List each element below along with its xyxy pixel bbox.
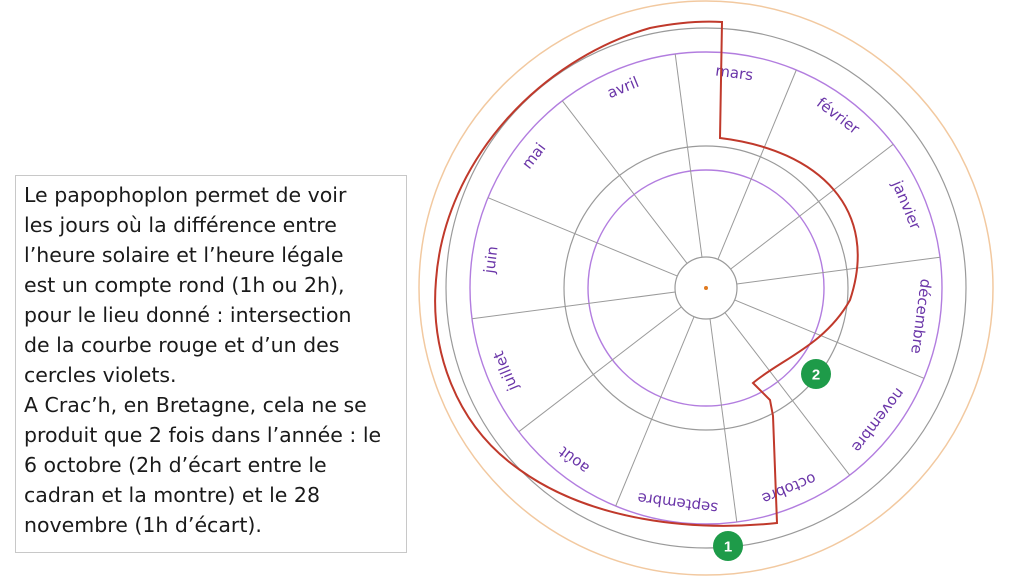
explanation-line: A Crac’h, en Bretagne, cela ne se <box>24 393 367 417</box>
month-divider <box>562 101 687 264</box>
month-label: octobre <box>759 469 819 508</box>
explanation-line: cadran et la montre) et le 28 <box>24 483 321 507</box>
month-label: décembre <box>907 277 935 355</box>
month-divider <box>519 307 682 432</box>
explanation-line: pour le lieu donné : intersection <box>24 303 352 327</box>
month-label: août <box>555 442 593 478</box>
marker-1 <box>713 531 743 561</box>
explanation-line: de la courbe rouge et d’un des <box>24 333 340 357</box>
month-label: avril <box>604 72 642 103</box>
month-divider <box>488 198 677 276</box>
month-divider <box>718 70 796 259</box>
month-labels <box>480 62 935 518</box>
month-divider <box>737 257 940 284</box>
explanation-line: Le papophoplon permet de voir <box>24 183 347 207</box>
month-label: mars <box>714 61 755 85</box>
month-label: mai <box>518 139 550 173</box>
month-divider <box>616 317 694 506</box>
center-point <box>704 286 708 290</box>
month-divider <box>731 144 894 269</box>
month-divider <box>472 292 675 319</box>
explanation-line: produit que 2 fois dans l’année : le <box>24 423 382 447</box>
month-label: juillet <box>489 348 522 394</box>
marker-2 <box>801 359 831 389</box>
month-label: janvier <box>888 177 925 233</box>
marker-2-label: 2 <box>811 366 821 384</box>
month-label: novembre <box>847 384 909 456</box>
month-divider <box>735 300 924 378</box>
explanation-line: cercles violets. <box>24 363 177 387</box>
month-label: février <box>813 93 864 138</box>
month-label: septembre <box>636 488 719 518</box>
explanation-line: l’heure solaire et l’heure légale <box>24 243 344 267</box>
month-divider <box>725 313 850 476</box>
month-divider <box>710 319 737 522</box>
explanation-line: est un compte rond (1h ou 2h), <box>24 273 345 297</box>
explanation-line: novembre (1h d’écart). <box>24 513 262 537</box>
marker-1-label: 1 <box>723 538 733 556</box>
month-label: juin <box>480 244 502 275</box>
explanation-line: 6 octobre (2h d’écart entre le <box>24 453 327 477</box>
month-divider <box>675 54 702 257</box>
explanation-line: les jours où la différence entre <box>24 213 337 237</box>
solar-time-curve <box>435 22 858 526</box>
